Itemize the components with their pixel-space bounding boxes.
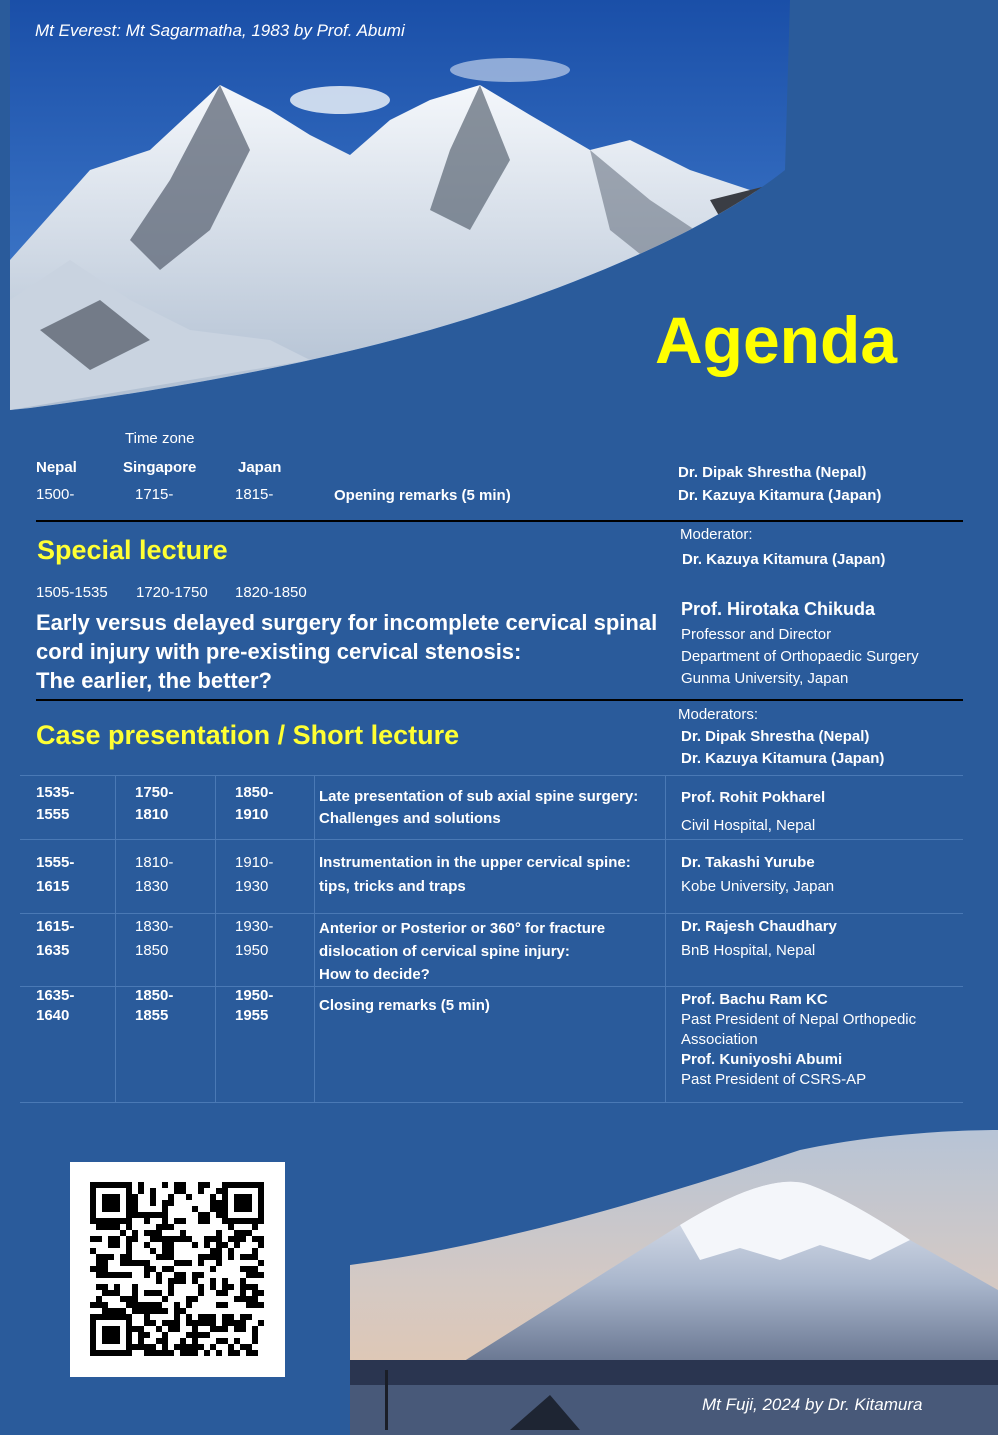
opening-remarks: Opening remarks (5 min): [334, 487, 511, 504]
table-rule: [20, 839, 963, 840]
bottom-photo-caption: Mt Fuji, 2024 by Dr. Kitamura: [702, 1395, 923, 1414]
qr-code-icon[interactable]: [70, 1162, 285, 1377]
affiliation-line: Professor and Director: [681, 626, 832, 643]
opening-host-2: Dr. Kazuya Kitamura (Japan): [678, 487, 882, 504]
timezone-label: Time zone: [125, 430, 195, 447]
table-cell-japan: 1950- 1955: [235, 987, 274, 1024]
opening-host-1: Dr. Dipak Shrestha (Nepal): [678, 464, 867, 481]
affiliation-line: Gunma University, Japan: [681, 670, 849, 687]
top-photo-caption: Mt Everest: Mt Sagarmatha, 1983 by Prof. Abumi: [35, 21, 405, 40]
table-cell-nepal: 1635- 1640: [36, 987, 75, 1024]
table-cell-singapore: 1830- 1850: [135, 918, 174, 959]
table-cell-topic: Late presentation of sub axial spine surgery: Challenges and solutions: [319, 788, 639, 827]
table-cell-singapore: 1850- 1855: [135, 987, 174, 1024]
special-title-line: The earlier, the better?: [36, 668, 272, 693]
table-col-rule: [314, 775, 315, 1102]
special-lecture-heading: Special lecture: [37, 535, 228, 565]
table-cell-topic: Anterior or Posterior or 360° for fracture dislocation of cervical spine injury: How to decide?: [319, 920, 606, 983]
moderators-label: Moderators:: [678, 706, 759, 723]
table-cell-affiliation: Civil Hospital, Nepal: [681, 817, 816, 834]
case-presentation-heading: Case presentation / Short lecture: [36, 720, 460, 750]
table-cell-affiliation: Association: [681, 1031, 758, 1048]
opening-time-japan: 1815-: [235, 486, 274, 503]
table-cell-affiliation: Past President of CSRS-AP: [681, 1071, 867, 1088]
table-cell-singapore: 1810- 1830: [135, 854, 174, 895]
table-cell-affiliation: Past President of Nepal Orthopedic: [681, 1011, 917, 1028]
table-cell-japan: 1850- 1910: [235, 784, 274, 823]
table-cell-singapore: 1750- 1810: [135, 784, 174, 823]
case-moderator-1: Dr. Dipak Shrestha (Nepal): [681, 728, 870, 745]
col-header-japan: Japan: [238, 459, 282, 476]
table-cell-speaker: Prof. Kuniyoshi Abumi: [681, 1051, 843, 1068]
special-moderator: Dr. Kazuya Kitamura (Japan): [682, 551, 886, 568]
table-cell-nepal: 1535- 1555: [36, 784, 75, 823]
table-cell-speaker: Dr. Rajesh Chaudhary: [681, 918, 837, 935]
table-cell-affiliation: Kobe University, Japan: [681, 878, 835, 895]
special-title-line: cord injury with pre-existing cervical stenosis:: [36, 639, 522, 664]
special-time-singapore: 1720-1750: [136, 584, 208, 601]
special-speaker: Prof. Hirotaka Chikuda: [681, 599, 876, 619]
table-cell-affiliation: BnB Hospital, Nepal: [681, 942, 816, 959]
table-cell-closing-speakers: [681, 990, 916, 1090]
col-header-nepal: Nepal: [36, 459, 77, 476]
page-title: Agenda: [655, 303, 898, 377]
table-col-rule: [115, 775, 116, 1102]
special-lecture-title: [36, 608, 666, 695]
special-speaker-affiliation: [681, 624, 919, 690]
table-cell-nepal: 1555- 1615: [36, 854, 75, 895]
table-rule: [20, 913, 963, 914]
table-cell-topic: Closing remarks (5 min): [319, 997, 490, 1014]
table-cell-topic: Instrumentation in the upper cervical spine: tips, tricks and traps: [319, 854, 631, 895]
affiliation-line: Department of Orthopaedic Surgery: [681, 648, 919, 665]
divider: [36, 699, 963, 701]
table-cell-japan: 1930- 1950: [235, 918, 274, 959]
table-cell-speaker: Dr. Takashi Yurube: [681, 854, 815, 871]
special-title-line: Early versus delayed surgery for incomplete cervical spinal: [36, 610, 658, 635]
table-rule: [20, 1102, 963, 1103]
special-time-japan: 1820-1850: [235, 584, 307, 601]
qr-code-panel[interactable]: [70, 1162, 285, 1377]
col-header-singapore: Singapore: [123, 459, 197, 476]
divider: [36, 520, 963, 522]
opening-time-singapore: 1715-: [135, 486, 174, 503]
case-moderator-2: Dr. Kazuya Kitamura (Japan): [681, 750, 885, 767]
special-time-nepal: 1505-1535: [36, 584, 108, 601]
table-col-rule: [215, 775, 216, 1102]
table-cell-speaker: Prof. Bachu Ram KC: [681, 991, 828, 1008]
table-rule: [20, 775, 963, 776]
moderator-label: Moderator:: [680, 526, 753, 543]
opening-time-nepal: 1500-: [36, 486, 75, 503]
table-cell-japan: 1910- 1930: [235, 854, 274, 895]
table-cell-speaker: Prof. Rohit Pokharel: [681, 789, 826, 806]
table-col-rule: [665, 775, 666, 1102]
table-cell-nepal: 1615- 1635: [36, 918, 75, 959]
fuji-photo: [350, 1130, 998, 1435]
